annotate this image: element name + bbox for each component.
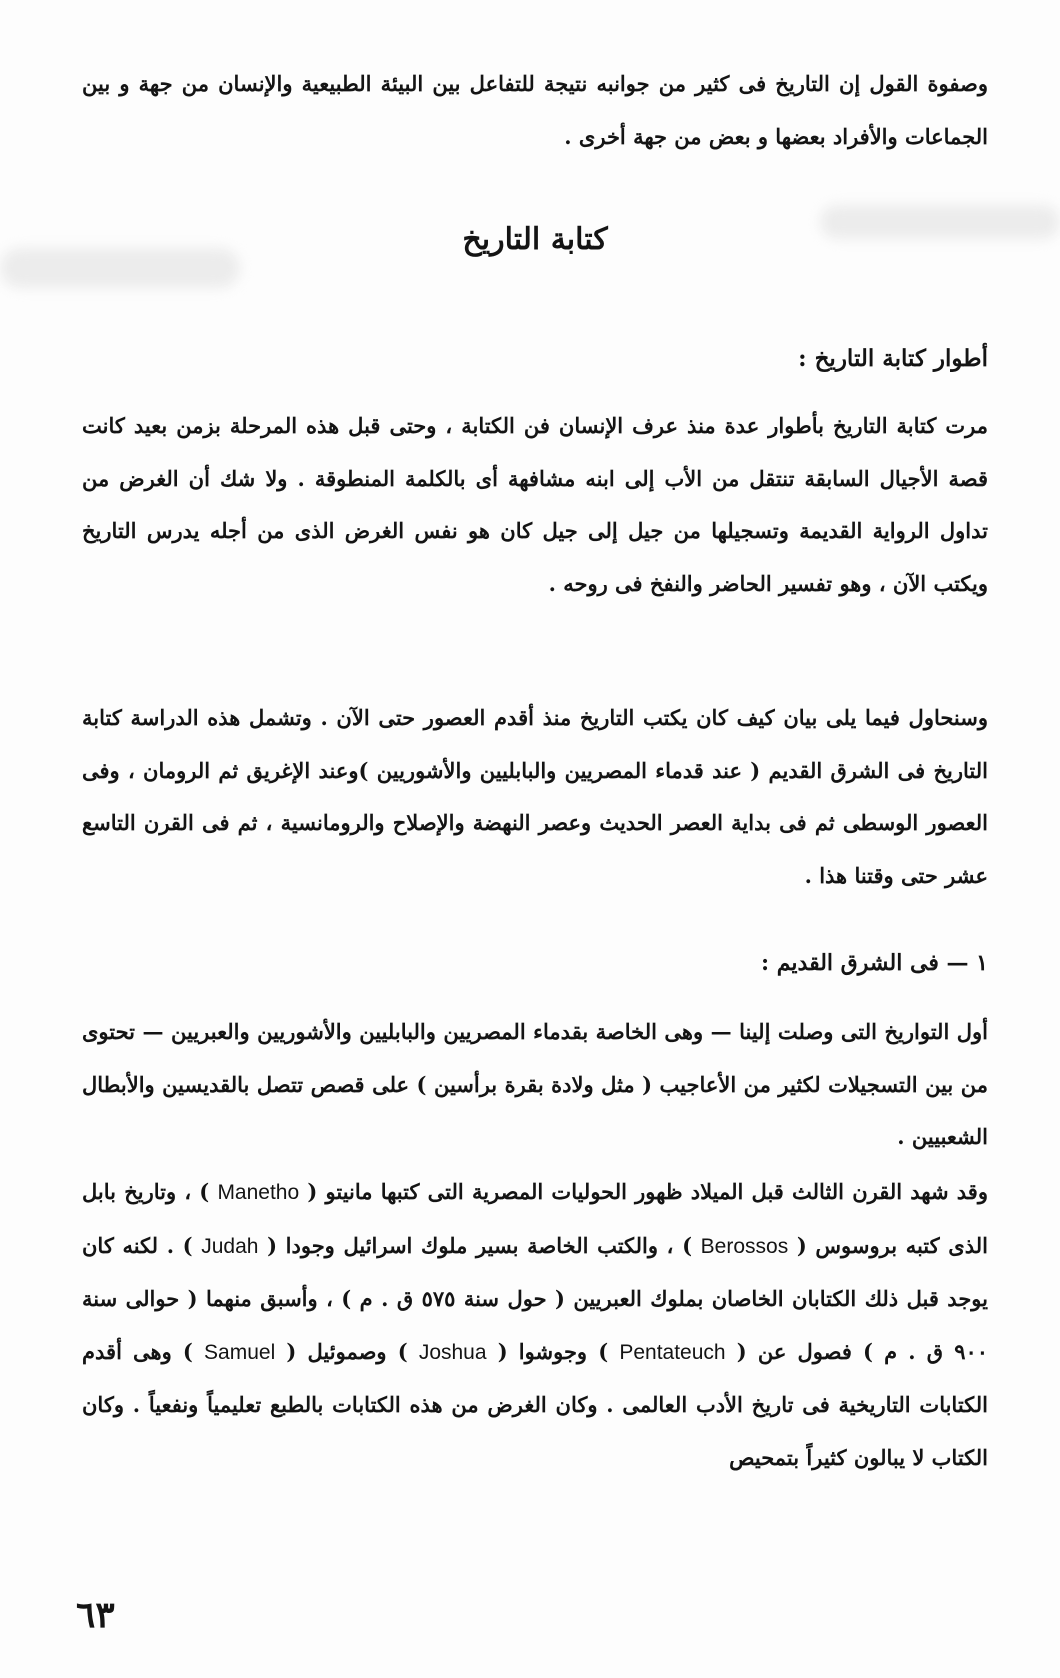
chapter-heading: كتابة التاريخ (462, 222, 608, 257)
latin-term: Manetho (217, 1181, 300, 1204)
latin-term: Samuel (204, 1340, 276, 1364)
chronicles-part: ) ، والكتب الخاصة بسير ملوك اسرائيل وجودا ( (267, 1232, 693, 1258)
subheading: أطوار كتابة التاريخ : (798, 345, 988, 372)
paragraph-plan-text: وسنحاول فيما يلى بيان كيف كان يكتب التاريخ منذ أقدم العصور حتى الآن . وتشمل هذه الدراسة كتابة التاريخ فى الشرق القديم ( عند قدماء المصريين والبابليين والأشوريين )وعند الإغريق ثم الرومان ، وفى العصور الوسطى ثم فى بداية العصر الحديث وعصر النهضة والإصلاح والرومانسية ، ثم فى القرن التاسع عشر حتى وقتنا هذا . (82, 705, 988, 888)
paragraph-chronicles-text (82, 1166, 988, 1484)
latin-term: Joshua (418, 1340, 487, 1364)
page-number: ٦٣ (76, 1594, 115, 1636)
paragraph-plan (82, 692, 988, 902)
chronicles-part: ) وجوشوا ( (497, 1338, 609, 1364)
paragraph-east-text: أول التواريخ التى وصلت إلينا — وهى الخاصة بقدماء المصريين والبابليين والأشوريين والعبريين — تحتوى من بين التسجيلات لكثير من الأعاجيب ( مثل ولادة بقرة برأسين ) على قصص تتصل بالقديسين والأبطال الشعبيين . (82, 1019, 988, 1149)
latin-term: Pentateuch (619, 1340, 726, 1364)
chronicles-part: ) ، وتاريخ بابل الذى كتبه بروسوس ( (82, 1179, 988, 1258)
chronicles-part: ) وهى أقدم الكتابات التاريخية فى تاريخ الأدب العالمى . وكان الغرض من هذه الكتابات بالطبع تعليمياً ونفعياً . وكان الكتاب لا يبالون كثيراً بتمحيص (82, 1338, 988, 1470)
latin-term: Judah (201, 1234, 259, 1258)
paragraph-east (82, 1006, 988, 1164)
chronicles-part: ) . لكنه كان يوجد قبل ذلك الكتابان الخاصان بملوك العبريين ( حول سنة ٥٧٥ ق . م ) ، وأسبق منهما ( حوالى سنة ٩٠٠ ق . م ) فصول عن ( (82, 1232, 989, 1364)
latin-term: Berossos (700, 1234, 789, 1258)
paragraph-stages-text: مرت كتابة التاريخ بأطوار عدة منذ عرف الإنسان فن الكتابة ، وحتى قبل هذه المرحلة بزمن بعيد كانت قصة الأجيال السابقة تنتقل من الأب إلى ابنه مشافهة أى بالكلمة المنطوقة . ولا شك أن الغرض من تداول الرواية القديمة وتسجيلها من جيل إلى جيل كان هو نفس الغرض الذى من أجله يدرس التاريخ ويكتب الآن ، وهو تفسير الحاضر والنفخ فى روحه . (82, 413, 988, 596)
chronicles-part: ) وصموئيل ( (286, 1338, 408, 1364)
paragraph-chronicles (82, 1166, 988, 1484)
intro-paragraph-text: وصفوة القول إن التاريخ فى كثير من جوانبه نتيجة للتفاعل بين البيئة الطبيعية والإنسان من جهة و بين الجماعات والأفراد بعضها و بعض من جهة أخرى . (82, 71, 988, 149)
chronicles-part: وقد شهد القرن الثالث قبل الميلاد ظهور الحوليات المصرية التى كتبها مانيتو ( (307, 1179, 988, 1204)
section-title: ١ — فى الشرق القديم : (760, 950, 988, 976)
intro-paragraph (82, 58, 988, 163)
paragraph-stages (82, 400, 988, 610)
